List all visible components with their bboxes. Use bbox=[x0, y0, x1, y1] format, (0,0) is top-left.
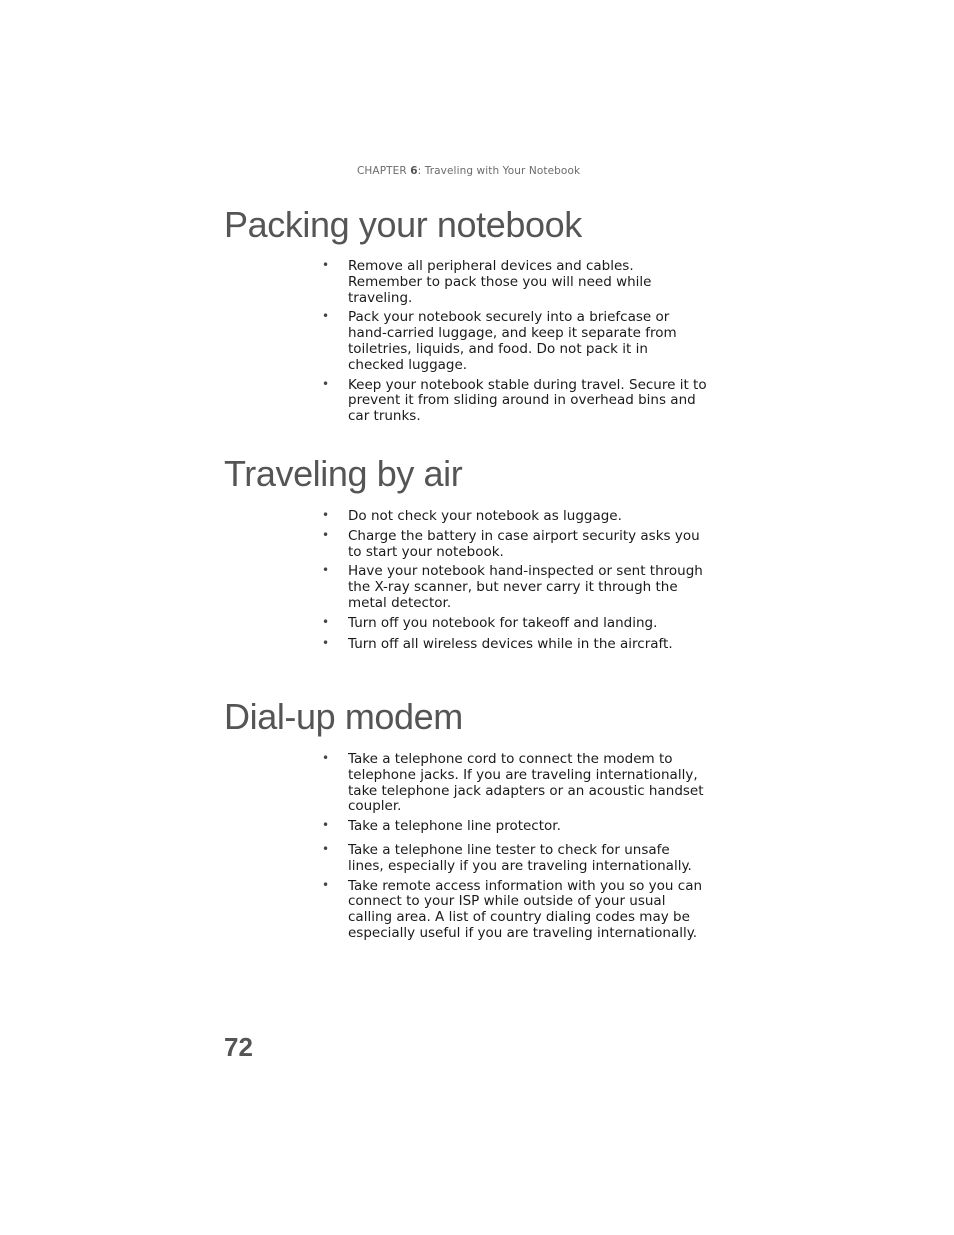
page-number: 72 bbox=[224, 1032, 253, 1062]
bullet-icon: • bbox=[322, 635, 330, 650]
bullet-icon: • bbox=[322, 527, 330, 542]
list-item: • Charge the battery in case airport security asks you to start your notebook. bbox=[322, 527, 700, 560]
chapter-separator: : bbox=[417, 165, 422, 177]
bullet-icon: • bbox=[322, 376, 330, 391]
bullet-icon: • bbox=[322, 508, 330, 522]
list-item: • Take a telephone line protector. bbox=[322, 818, 561, 835]
bullet-icon: • bbox=[322, 751, 330, 765]
list-item: • Do not check your notebook as luggage. bbox=[322, 508, 622, 524]
bullet-icon: • bbox=[322, 614, 330, 629]
list-item: • Remove all peripheral devices and cables. Remember to pack those you will need while traveling. bbox=[322, 258, 652, 306]
section-title-air: Traveling by air bbox=[224, 453, 463, 494]
bullet-icon: • bbox=[322, 563, 330, 578]
bullet-icon: • bbox=[322, 258, 330, 272]
list-item: • Turn off all wireless devices while in the aircraft. bbox=[322, 635, 673, 652]
list-item: • Take a telephone line tester to check for unsafe lines, especially if you are traveling internationally. bbox=[322, 841, 692, 874]
bullet-icon: • bbox=[322, 841, 330, 856]
running-head bbox=[357, 165, 580, 177]
chapter-title: Traveling with Your Notebook bbox=[424, 165, 581, 177]
list-item: • Turn off you notebook for takeoff and landing. bbox=[322, 614, 658, 631]
chapter-number: 6 bbox=[410, 165, 418, 177]
bullet-icon: • bbox=[322, 877, 330, 892]
list-item: • Pack your notebook securely into a briefcase or hand-carried luggage, and keep it separate from toiletries, liquids, and food. Do not pack it in checked luggage. bbox=[322, 309, 677, 373]
bullet-icon: • bbox=[322, 818, 330, 833]
section-title-dialup: Dial-up modem bbox=[224, 696, 463, 737]
list-item: • Keep your notebook stable during travel. Secure it to prevent it from sliding around in overhead bins and car trunks. bbox=[322, 376, 707, 425]
chapter-word: CHAPTER bbox=[357, 165, 407, 177]
bullet-list-packing bbox=[322, 259, 707, 425]
list-item: • Have your notebook hand-inspected or sent through the X-ray scanner, but never carry it through the metal detector. bbox=[322, 563, 703, 611]
list-item: • Take a telephone cord to connect the modem to telephone jacks. If you are traveling internationally, take telephone jack adapters or an acoustic handset coupler. bbox=[322, 751, 704, 815]
section-title-packing: Packing your notebook bbox=[224, 204, 582, 245]
list-item: • Take remote access information with you so you can connect to your ISP while outside of your usual calling area. A list of country dialing codes may be especially useful if you are traveling internationally. bbox=[322, 877, 703, 941]
bullet-list-air bbox=[322, 509, 707, 652]
bullet-list-dialup bbox=[322, 752, 707, 942]
bullet-icon: • bbox=[322, 309, 330, 324]
